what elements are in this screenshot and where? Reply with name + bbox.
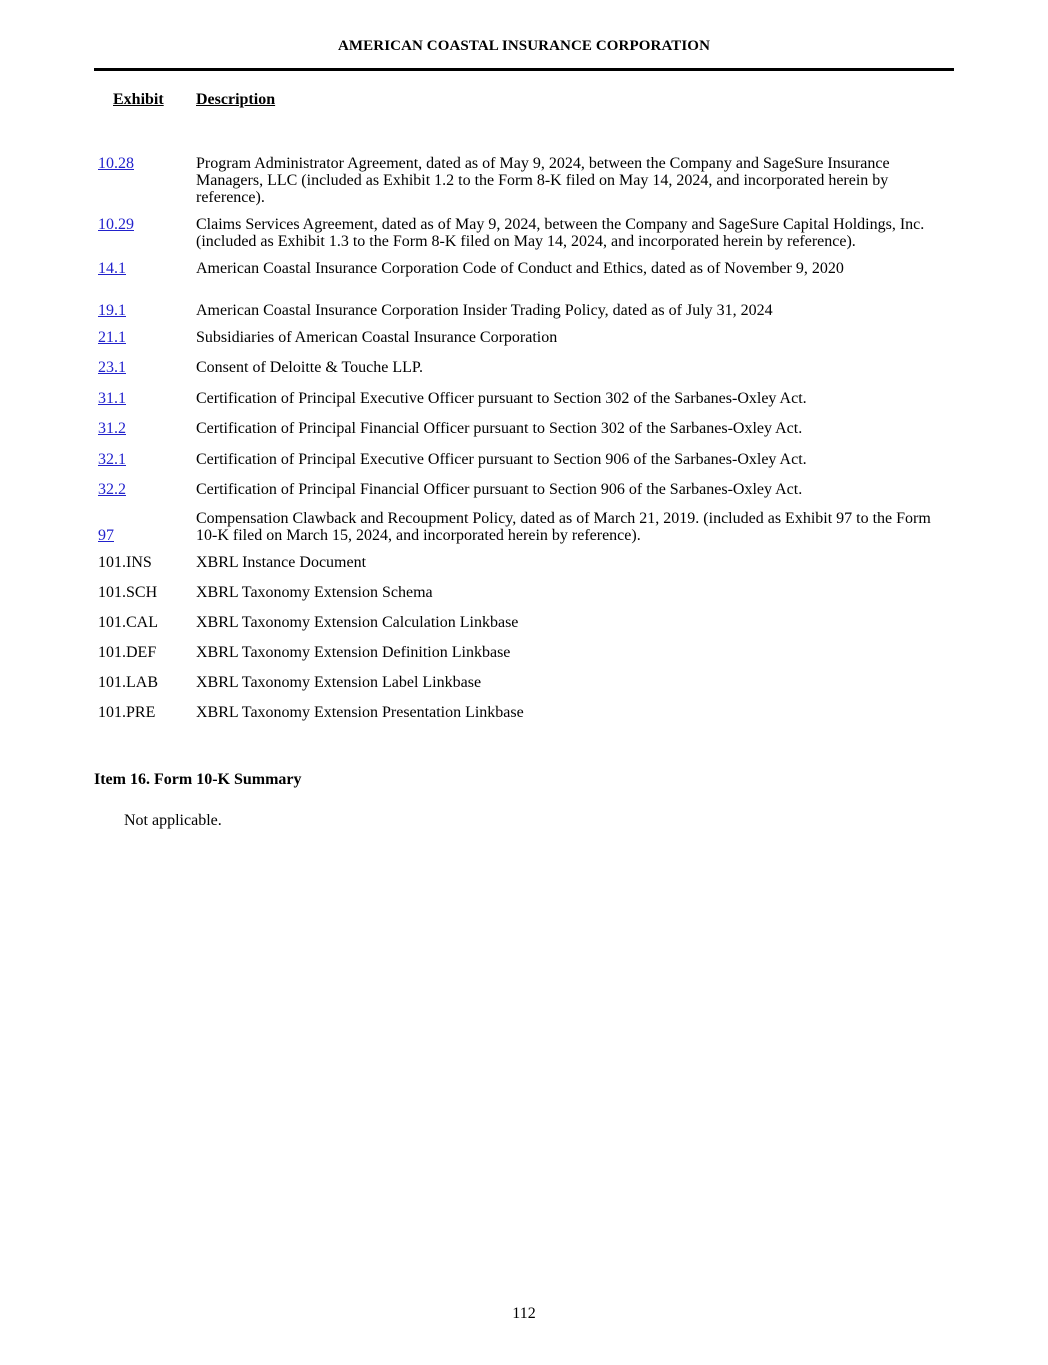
exhibit-number[interactable] (98, 359, 126, 376)
exhibit-link-32-1[interactable]: 32.1 (98, 451, 126, 468)
exhibit-number: 101.LAB (98, 674, 158, 691)
exhibit-number[interactable] (98, 481, 126, 498)
exhibit-number[interactable] (98, 329, 126, 346)
exhibit-description: Subsidiaries of American Coastal Insurance Corporation (196, 329, 558, 346)
exhibit-number: 101.SCH (98, 584, 158, 601)
exhibit-description: XBRL Taxonomy Extension Label Linkbase (196, 674, 482, 691)
exhibit-description: Consent of Deloitte & Touche LLP. (196, 359, 423, 376)
exhibit-number: 101.CAL (98, 614, 158, 631)
exhibit-description: American Coastal Insurance Corporation Insider Trading Policy, dated as of July 31, 2024 (196, 302, 773, 319)
exhibit-number[interactable] (98, 390, 126, 407)
exhibit-number[interactable] (98, 216, 134, 233)
exhibit-link-21-1[interactable]: 21.1 (98, 329, 126, 346)
exhibit-number: 101.INS (98, 554, 152, 571)
exhibit-description: XBRL Taxonomy Extension Schema (196, 584, 433, 601)
exhibit-link-10-28[interactable]: 10.28 (98, 155, 134, 172)
exhibit-description: XBRL Taxonomy Extension Presentation Linkbase (196, 704, 524, 721)
exhibit-link-23-1[interactable]: 23.1 (98, 359, 126, 376)
company-header: AMERICAN COASTAL INSURANCE CORPORATION (337, 38, 711, 54)
exhibit-link-14-1[interactable]: 14.1 (98, 260, 126, 277)
exhibit-description: Certification of Principal Executive Officer pursuant to Section 906 of the Sarbanes-Oxley Act. (196, 451, 807, 468)
exhibit-number[interactable] (98, 155, 134, 172)
exhibit-column-header: Exhibit (113, 91, 164, 108)
description-column-header: Description (196, 91, 276, 108)
exhibit-description: Program Administrator Agreement, dated as of May 9, 2024, between the Company and SageSure Insurance Managers, LLC (included as Exhibit 1.2 to the Form 8-K filed on May 14, 2024, and incorporated herein by reference). (196, 155, 890, 206)
exhibit-number[interactable] (98, 527, 114, 544)
page-number: 112 (512, 1305, 536, 1322)
exhibit-description: XBRL Taxonomy Extension Definition Linkbase (196, 644, 511, 661)
exhibit-description: Certification of Principal Executive Officer pursuant to Section 302 of the Sarbanes-Oxley Act. (196, 390, 807, 407)
exhibit-link-31-2[interactable]: 31.2 (98, 420, 126, 437)
exhibit-number[interactable] (98, 260, 126, 277)
exhibit-description: Certification of Principal Financial Officer pursuant to Section 302 of the Sarbanes-Oxley Act. (196, 420, 803, 437)
exhibit-link-10-29[interactable]: 10.29 (98, 216, 134, 233)
exhibit-description: American Coastal Insurance Corporation Code of Conduct and Ethics, dated as of November 9, 2020 (196, 260, 844, 277)
header-rule (94, 68, 954, 71)
exhibit-description: Compensation Clawback and Recoupment Policy, dated as of March 21, 2019. (included as Exhibit 97 to the Form 10-K filed on March 15, 2024, and incorporated herein by reference). (196, 510, 931, 544)
exhibit-number[interactable] (98, 451, 126, 468)
exhibit-number[interactable] (98, 302, 126, 319)
exhibit-description: XBRL Taxonomy Extension Calculation Linkbase (196, 614, 519, 631)
exhibit-description: XBRL Instance Document (196, 554, 367, 571)
exhibit-number: 101.PRE (98, 704, 156, 721)
exhibit-link-31-1[interactable]: 31.1 (98, 390, 126, 407)
exhibit-description: Certification of Principal Financial Officer pursuant to Section 906 of the Sarbanes-Oxley Act. (196, 481, 803, 498)
exhibit-link-19-1[interactable]: 19.1 (98, 302, 126, 319)
exhibit-link-97[interactable]: 97 (98, 527, 114, 544)
item16-text: Not applicable. (124, 812, 222, 829)
exhibit-number: 101.DEF (98, 644, 157, 661)
exhibit-link-32-2[interactable]: 32.2 (98, 481, 126, 498)
exhibit-description: Claims Services Agreement, dated as of May 9, 2024, between the Company and SageSure Capital Holdings, Inc. (included as Exhibit 1.3 to the Form 8-K filed on May 14, 2024, and incorporated herein by reference). (196, 216, 925, 250)
exhibit-number[interactable] (98, 420, 126, 437)
item16-heading: Item 16. Form 10-K Summary (94, 771, 302, 788)
